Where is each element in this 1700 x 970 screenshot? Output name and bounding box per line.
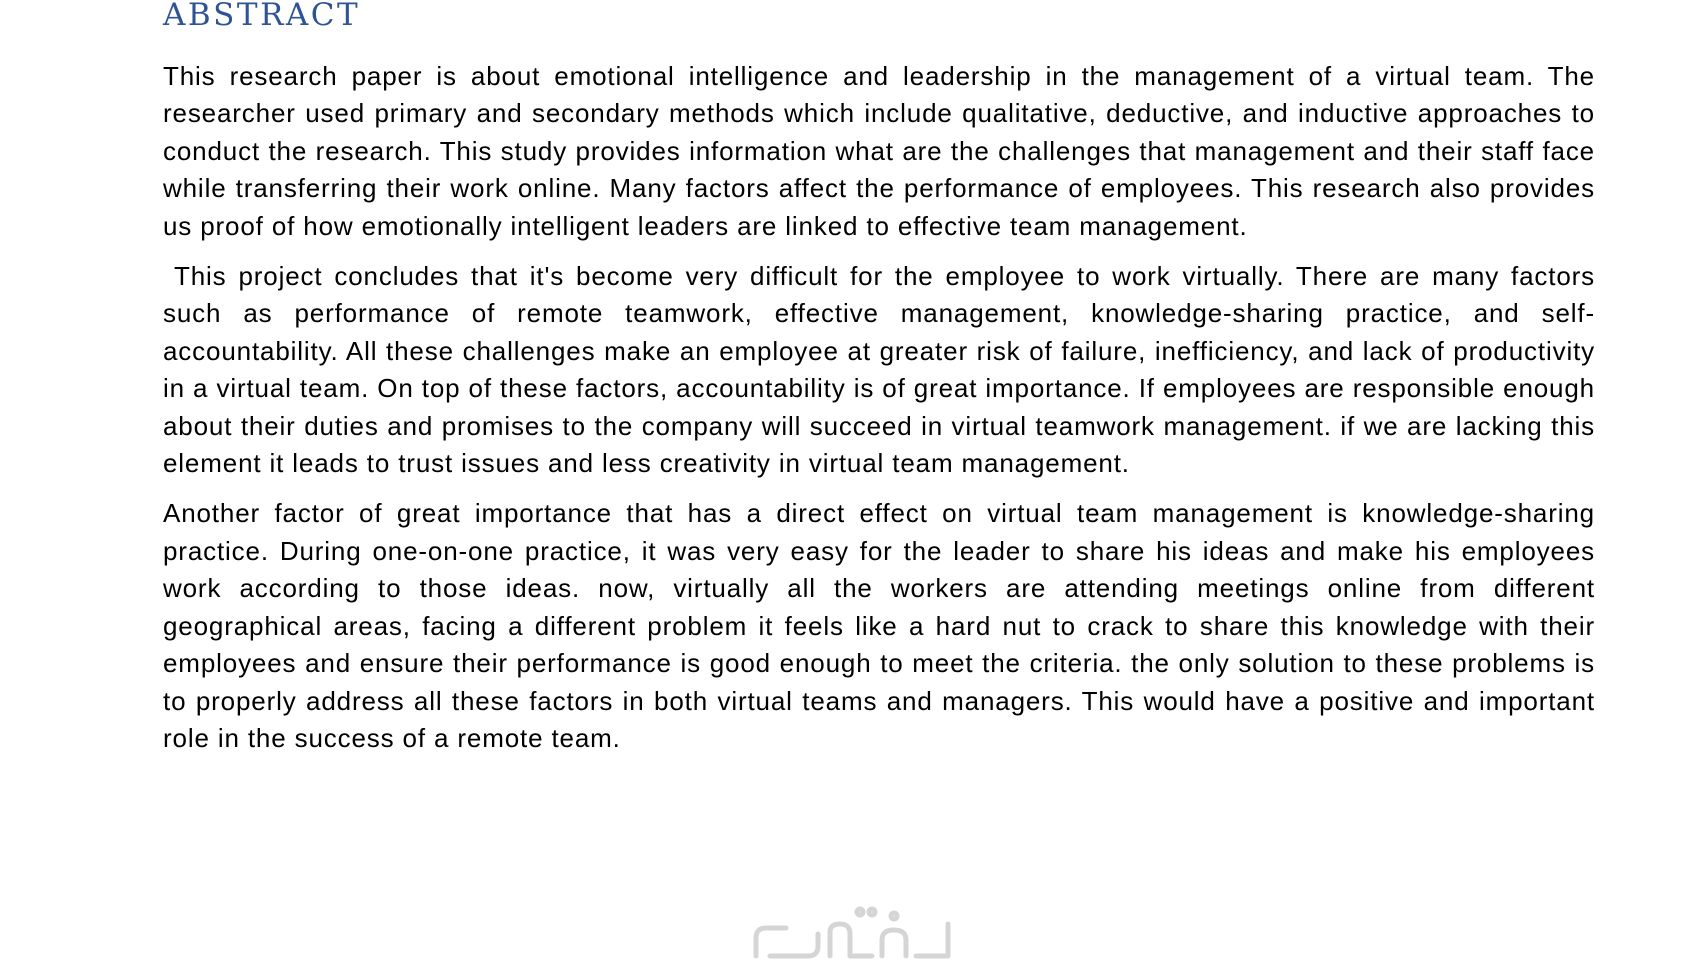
abstract-heading: ABSTRACT [163,0,361,33]
abstract-paragraph-3: Another factor of great importance that has a direct effect on virtual team management is knowledge-sharing practice. During one-on-one practice, it was very easy for the leader to share his ideas and make his employees work according to those ideas. now, virtually all the workers are attending meetings online from different geographical areas, facing a different problem it feels like a hard nut to crack to share this knowledge with their employees and ensure their performance is good enough to meet the criteria. the only solution to these problems is to properly address all these factors in both virtual teams and managers. This would have a positive and important role in the success of a remote team. [163,498,1595,753]
site-logo-watermark-icon [748,898,958,970]
abstract-body [163,58,1595,770]
abstract-paragraph-2: This project concludes that it's become very difficult for the employee to work virtually. There are many factors such as performance of remote teamwork, effective management, knowledge-sharing practice, and self-accountability. All these challenges make an employee at greater risk of failure, inefficiency, and lack of productivity in a virtual team. On top of these factors, accountability is of great importance. If employees are responsible enough about their duties and promises to the company will succeed in virtual teamwork management. if we are lacking this element it leads to trust issues and less creativity in virtual team management. [163,261,1595,479]
abstract-paragraph-1: This research paper is about emotional intelligence and leadership in the management of a virtual team. The researcher used primary and secondary methods which include qualitative, deductive, and inductive approaches to conduct the research. This study provides information what are the challenges that management and their staff face while transferring their work online. Many factors affect the performance of employees. This research also provides us proof of how emotionally intelligent leaders are linked to effective team management. [163,61,1595,241]
